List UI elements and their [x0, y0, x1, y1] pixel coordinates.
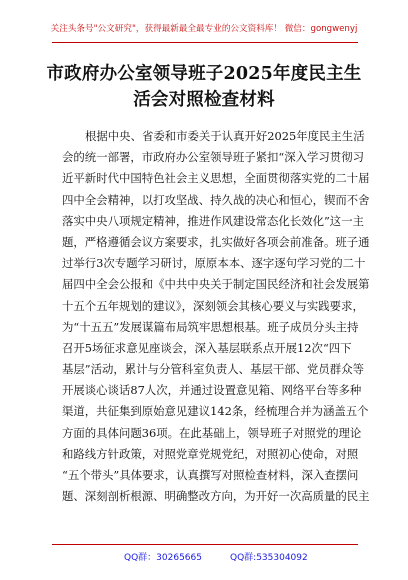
footer-qq-group-2: QQ群:535304092 — [230, 553, 308, 563]
body-line: 开展谈心谈话87人次，并通过设置意见箱、网络平台等多种 — [62, 383, 362, 398]
footer-divider — [52, 544, 358, 545]
body-line: 题、深刻剖析根源、明确整改方向，为开好一次高质量的民主 — [62, 489, 370, 504]
body-line: 渠道，共征集到原始意见建议142条，经梳理合并为涵盖五个 — [62, 404, 369, 419]
document-title-line-1: 市政府办公室领导班子2025年度民主生 — [46, 64, 362, 84]
body-line: 方面的具体问题36项。在此基础上，领导班子对照党的理论 — [62, 425, 362, 440]
body-line: 四中全会精神，以打攻坚战、持久战的决心和恒心，锲而不舍 — [62, 192, 370, 207]
header-divider — [52, 42, 358, 43]
body-line: 为“十五五”发展谋篇布局筑牢思想根基。班子成员分头主持 — [62, 319, 359, 334]
document-title-line-2: 活会对照检查材料 — [133, 90, 275, 110]
body-line: 过举行3次专题学习研讨，原原本本、逐字逐句学习党的二十 — [62, 256, 366, 271]
body-line: 届四中全会公报和《中共中央关于制定国民经济和社会发展第 — [62, 277, 370, 292]
body-line: “五个带头”具体要求，认真撰写对照检查材料，深入查摆问 — [62, 468, 359, 482]
body-line: 根据中央、省委和市委关于认真开好2025年度民主生活 — [85, 129, 365, 143]
body-line: 题，严格遵循会议方案要求，扎实做好各项会前准备。班子通 — [62, 234, 370, 249]
body-line: 和路线方针政策，对照党章党规党纪，对照初心使命，对照 — [62, 446, 359, 461]
body-line: 落实中央八项规定精神，推进作风建设常态化长效化”这一主 — [62, 213, 364, 228]
footer-qq-group-1: QQ群：30265665 — [124, 553, 202, 563]
body-line: 会的统一部署，市政府办公室领导班子紧扣“深入学习贯彻习 — [62, 150, 364, 165]
document-body — [62, 126, 370, 507]
body-line: 近平新时代中国特色社会主义思想，全面贯彻落实党的二十届 — [62, 171, 370, 186]
body-line: 召开5场征求意见座谈会，深入基层联系点开展12次“四下 — [62, 340, 352, 355]
body-line: 十五个五年规划的建议》，深刻领会其核心要义与实践要求， — [62, 298, 364, 313]
footer — [0, 550, 408, 564]
header-banner: 关注头条号"公文研究"，获得最新最全最专业的公文资料库！ 微信：gongwenyj — [50, 24, 358, 34]
body-line: 基层”活动，累计与分管科室负责人、基层干部、党员群众等 — [62, 362, 364, 377]
